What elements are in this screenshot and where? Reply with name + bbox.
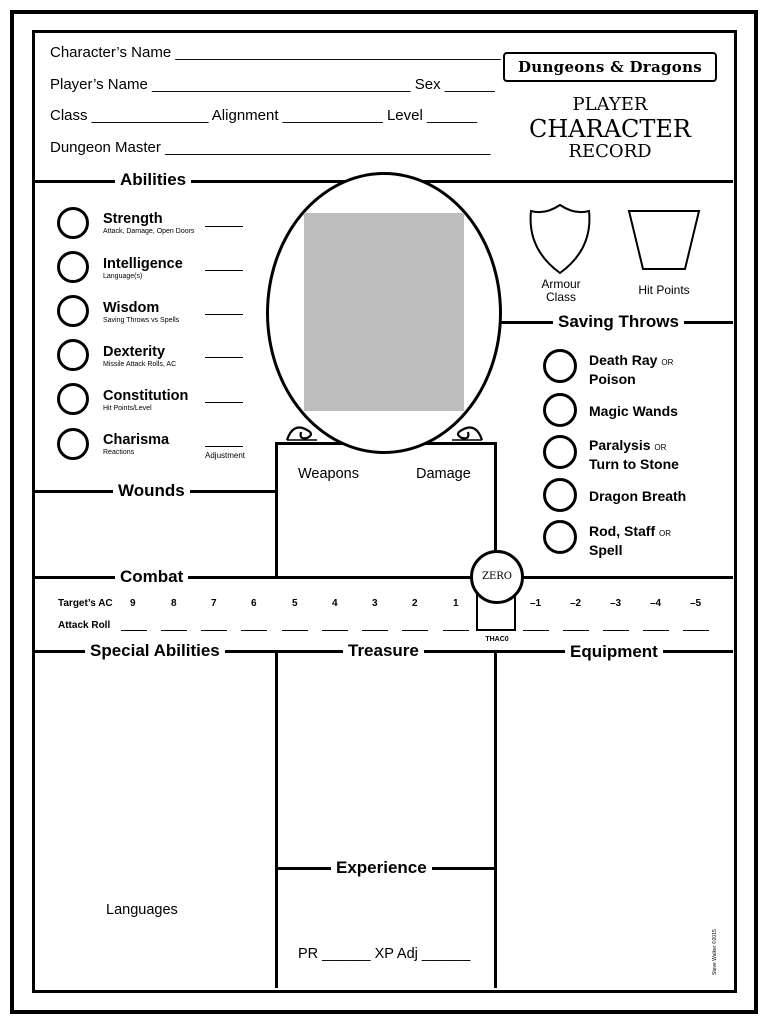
- saving-throws-heading: Saving Throws: [553, 312, 684, 332]
- save-or: OR: [654, 443, 667, 452]
- player-label: PLAYER: [572, 94, 648, 115]
- experience-heading: Experience: [331, 858, 432, 878]
- pr-xp-adjustment-field[interactable]: PR ______ XP Adj ______: [298, 946, 471, 962]
- save-magic-wands-label: Magic Wands: [589, 403, 678, 419]
- constitution-score-circle[interactable]: [57, 383, 89, 415]
- save-line1: Death Ray: [589, 352, 658, 368]
- target-ac-value: 5: [292, 598, 298, 609]
- treasure-equipment-divider: [494, 650, 497, 988]
- ability-sub: Reactions: [103, 449, 135, 456]
- character-label: CHARACTER: [529, 115, 691, 143]
- attack-roll-blank[interactable]: [563, 630, 589, 631]
- strength-score-circle[interactable]: [57, 207, 89, 239]
- attack-roll-blank[interactable]: [241, 630, 267, 631]
- strength-adjustment-blank[interactable]: [205, 226, 243, 227]
- hit-points-label: Hit Points: [638, 283, 690, 297]
- credit-text: Steve Walker ©2015: [712, 929, 718, 975]
- dnd-logo: [503, 52, 717, 82]
- ability-constitution: [103, 388, 188, 413]
- attack-roll-blank[interactable]: [121, 630, 147, 631]
- ability-name: Dexterity: [103, 344, 166, 360]
- record-label: RECORD: [568, 141, 652, 162]
- thac0-label: THAC0: [485, 636, 509, 643]
- attack-roll-blank[interactable]: [362, 630, 388, 631]
- shield-icon[interactable]: [527, 203, 593, 280]
- equipment-heading: Equipment: [565, 642, 663, 662]
- ability-wisdom: [103, 300, 179, 325]
- left-scroll-ornament: [285, 420, 319, 449]
- hit-points-cup-icon[interactable]: [627, 209, 701, 276]
- ability-name: Strength: [103, 211, 163, 227]
- target-ac-value: –5: [690, 598, 702, 609]
- armour-line1: Armour: [541, 277, 581, 291]
- combat-heading: Combat: [115, 567, 188, 587]
- special-treasure-divider: [275, 650, 278, 988]
- constitution-adjustment-blank[interactable]: [205, 402, 243, 403]
- class-alignment-level-field[interactable]: Class ______________ Alignment ____________ Level ______: [50, 107, 478, 124]
- target-ac-value: –1: [530, 598, 542, 609]
- target-ac-value: 6: [251, 598, 257, 609]
- portrait-photo[interactable]: [304, 213, 464, 411]
- charisma-score-circle[interactable]: [57, 428, 89, 460]
- attack-roll-blank[interactable]: [523, 630, 549, 631]
- attack-roll-blank[interactable]: [201, 630, 227, 631]
- attack-roll-blank[interactable]: [282, 630, 308, 631]
- save-line1: Rod, Staff: [589, 523, 656, 539]
- target-ac-value: 3: [372, 598, 378, 609]
- ability-strength: [103, 211, 194, 236]
- target-ac-value: 8: [171, 598, 177, 609]
- logo-text: Dungeons & Dragons: [517, 58, 703, 76]
- zero-circle: ZERO: [470, 550, 524, 604]
- ability-name: Wisdom: [103, 300, 160, 316]
- save-or: OR: [661, 358, 674, 367]
- save-dragon-breath-circle[interactable]: [543, 478, 577, 512]
- ability-dexterity: [103, 344, 176, 369]
- save-dragon-breath-label: Dragon Breath: [589, 488, 687, 504]
- special-abilities-heading: Special Abilities: [85, 641, 225, 661]
- save-line2: Turn to Stone: [589, 456, 679, 472]
- languages-label: Languages: [106, 902, 178, 918]
- armour-line2: Class: [545, 290, 576, 304]
- target-ac-value: –3: [610, 598, 622, 609]
- damage-label: Damage: [416, 466, 471, 482]
- abilities-heading: Abilities: [115, 170, 191, 190]
- attack-roll-blank[interactable]: [322, 630, 348, 631]
- ability-name: Constitution: [103, 388, 189, 404]
- ability-charisma: [103, 432, 169, 457]
- dexterity-score-circle[interactable]: [57, 339, 89, 371]
- right-scroll-ornament: [450, 420, 484, 449]
- attack-roll-label: Attack Roll: [58, 620, 111, 631]
- player-name-sex-field[interactable]: Player’s Name _______________________________ Sex ______: [50, 76, 495, 93]
- ability-sub: Missile Attack Rolls, AC: [103, 361, 177, 368]
- target-ac-value: 4: [332, 598, 338, 609]
- treasure-heading: Treasure: [343, 641, 424, 661]
- target-ac-value: –4: [650, 598, 662, 609]
- weapons-label: Weapons: [298, 466, 359, 482]
- character-name-field[interactable]: Character’s Name _______________________________________: [50, 44, 501, 61]
- ability-name: Charisma: [103, 432, 170, 448]
- save-magic-wands-circle[interactable]: [543, 393, 577, 427]
- charisma-adjustment-blank[interactable]: [205, 446, 243, 447]
- ability-sub: Saving Throws vs Spells: [103, 317, 180, 324]
- save-rod-staff-spell-circle[interactable]: [543, 520, 577, 554]
- attack-roll-blank[interactable]: [603, 630, 629, 631]
- save-rod-staff-spell-label: [589, 523, 671, 558]
- save-death-ray-label: [589, 352, 673, 387]
- intelligence-adjustment-blank[interactable]: [205, 270, 243, 271]
- ability-sub: Attack, Damage, Open Doors: [103, 228, 195, 235]
- attack-roll-blank[interactable]: [161, 630, 187, 631]
- save-line1: Paralysis: [589, 437, 651, 453]
- target-ac-value: 9: [130, 598, 136, 609]
- wounds-heading: Wounds: [113, 481, 190, 501]
- attack-roll-blank[interactable]: [683, 630, 709, 631]
- attack-roll-blank[interactable]: [443, 630, 469, 631]
- target-ac-value: 2: [412, 598, 418, 609]
- save-death-ray-circle[interactable]: [543, 349, 577, 383]
- target-ac-label: Target’s AC: [58, 598, 113, 609]
- ability-sub: Hit Points/Level: [103, 405, 152, 412]
- armour-class-label: [527, 278, 595, 304]
- attack-roll-blank[interactable]: [402, 630, 428, 631]
- ability-sub: Language(s): [103, 273, 143, 280]
- save-line2: Poison: [589, 371, 636, 387]
- ability-intelligence: [103, 256, 183, 281]
- wisdom-score-circle[interactable]: [57, 295, 89, 327]
- save-or: OR: [659, 529, 671, 538]
- target-ac-value: 1: [453, 598, 459, 609]
- adjustment-label: Adjustment: [205, 451, 246, 460]
- attack-roll-blank[interactable]: [643, 630, 669, 631]
- target-ac-value: 7: [211, 598, 217, 609]
- intelligence-score-circle[interactable]: [57, 251, 89, 283]
- wisdom-adjustment-blank[interactable]: [205, 314, 243, 315]
- save-paralysis-circle[interactable]: [543, 435, 577, 469]
- ability-name: Intelligence: [103, 256, 183, 272]
- save-paralysis-label: [589, 437, 679, 472]
- target-ac-value: –2: [570, 598, 582, 609]
- save-line2: Spell: [589, 542, 623, 558]
- weapons-box-left: [275, 443, 278, 578]
- dexterity-adjustment-blank[interactable]: [205, 357, 243, 358]
- dungeon-master-field[interactable]: Dungeon Master _______________________________________: [50, 139, 491, 156]
